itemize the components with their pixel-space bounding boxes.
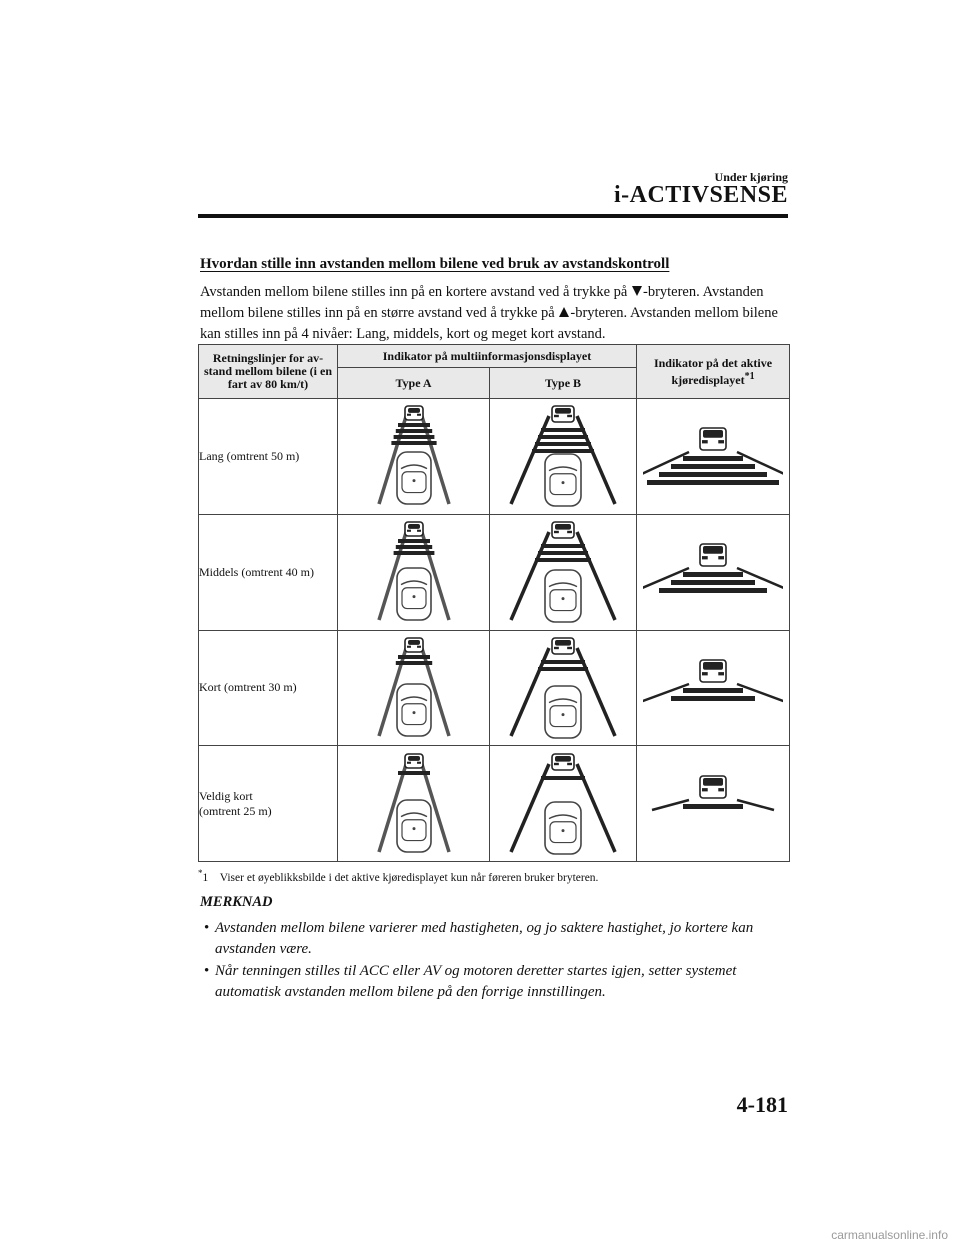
distance-bar	[541, 776, 585, 780]
distance-bar	[647, 480, 779, 485]
distance-bar	[683, 804, 743, 809]
footnote-number: 1	[202, 871, 209, 884]
distance-bar	[398, 771, 430, 775]
distance-table	[198, 344, 790, 862]
distance-bar	[683, 456, 743, 461]
row-label-line2: (omtrent 25 m)	[199, 803, 272, 818]
bullet-icon: •	[204, 920, 210, 936]
footnote-mark: *	[198, 868, 203, 878]
distance-bar	[393, 551, 434, 555]
down-triangle-icon	[632, 286, 642, 296]
row-label-line1: Veldig kort	[199, 788, 253, 803]
distance-bar	[538, 667, 588, 671]
table-row-long	[199, 399, 790, 515]
intro-text-1: Avstanden mellom bilene stilles inn på en kortere avstand ved å trykke på	[200, 284, 631, 300]
type-a-indicator-very-short	[338, 746, 490, 862]
row-label: Middels (omtrent 40 m)	[199, 514, 338, 630]
preceding-car-icon	[552, 406, 574, 422]
header-divider	[198, 214, 788, 218]
distance-bar	[659, 588, 767, 593]
distance-bar	[683, 572, 743, 577]
distance-bar	[391, 441, 436, 445]
distance-bar	[535, 558, 591, 562]
watermark: carmanualsonline.info	[831, 1228, 948, 1242]
active-display-indicator-medium	[637, 514, 790, 630]
active-display-indicator-very-short	[637, 746, 790, 862]
note-text: Avstanden mellom bilene varierer med hastigheten, og jo saktere hastighet, jo kortere kan avstanden være.	[215, 920, 754, 957]
distance-bar	[538, 551, 588, 555]
type-a-indicator-short	[338, 630, 490, 746]
col-header-multiinfo: Indikator på multiinformasjonsdisplayet	[338, 345, 637, 368]
note-item	[204, 918, 795, 960]
own-car-icon	[397, 684, 431, 736]
note-item	[204, 961, 795, 1003]
own-car-icon	[397, 568, 431, 620]
distance-bar	[671, 696, 755, 701]
row-label: Kort (omtrent 30 m)	[199, 630, 338, 746]
preceding-car-icon	[552, 754, 574, 770]
type-a-indicator-medium	[338, 514, 490, 630]
col-header-type-a: Type A	[338, 368, 490, 399]
preceding-car-icon	[405, 638, 423, 652]
note-text: Når tenningen stilles til ACC eller AV og motoren deretter startes igjen, setter systemet automatisk avstanden mellom bilene på den forrige innstillingen.	[215, 963, 737, 1000]
distance-bar	[532, 449, 594, 453]
distance-bar	[395, 429, 431, 433]
col-header-active-text: Indikator på det aktive kjøredisplayet	[653, 355, 773, 387]
own-car-icon	[397, 452, 431, 504]
col-header-type-b: Type B	[490, 368, 637, 399]
distance-bar	[398, 539, 430, 543]
up-triangle-icon	[559, 307, 569, 317]
preceding-car-icon	[405, 406, 423, 420]
active-display-indicator-short	[637, 630, 790, 746]
own-car-icon	[545, 686, 581, 738]
preceding-car-icon	[700, 660, 726, 682]
distance-bar	[659, 472, 767, 477]
type-b-indicator-medium	[490, 514, 637, 630]
distance-bar	[671, 464, 755, 469]
distance-bar	[393, 435, 434, 439]
intro-paragraph	[200, 282, 790, 345]
distance-bar	[671, 580, 755, 585]
footnote-text: Viser et øyeblikksbilde i det aktive kjøredisplayet kun når føreren bruker bryteren.	[219, 871, 599, 884]
preceding-car-icon	[552, 638, 574, 654]
distance-bar	[535, 442, 591, 446]
table-row-medium	[199, 514, 790, 630]
distance-bar	[541, 544, 585, 548]
intro-text-3: -bryteren. Avstanden mellom bilene kan stilles inn på 4 nivåer: Lang, middels, kort og meget kort avstand.	[200, 305, 778, 342]
distance-bar	[395, 545, 431, 549]
bullet-icon: •	[204, 963, 210, 979]
intro-text-2: -bryteren. Avstanden mellom bilene stilles inn på en større avstand ved å trykke på	[200, 284, 764, 321]
distance-bar	[538, 435, 588, 439]
col-header-guideline: Retningslinjer for av-stand mellom bilene (i en fart av 80 km/t)	[199, 345, 338, 399]
table-row-very-short	[199, 746, 790, 862]
note-list	[204, 918, 795, 1004]
table-row-short	[199, 630, 790, 746]
distance-bar	[541, 660, 585, 664]
distance-bar	[395, 661, 431, 665]
preceding-car-icon	[700, 428, 726, 450]
type-b-indicator-long	[490, 399, 637, 515]
own-car-icon	[545, 454, 581, 506]
type-b-indicator-short	[490, 630, 637, 746]
preceding-car-icon	[405, 522, 423, 536]
distance-bar	[683, 688, 743, 693]
page-number: 4-181	[736, 1092, 788, 1117]
preceding-car-icon	[552, 522, 574, 538]
active-display-indicator-long	[637, 399, 790, 515]
chapter-label: Under kjøring	[714, 170, 788, 184]
section-title: Hvordan stille inn avstanden mellom bilene ved bruk av avstandskontroll	[200, 256, 670, 272]
preceding-car-icon	[700, 776, 726, 798]
own-car-icon	[545, 802, 581, 854]
own-car-icon	[397, 800, 431, 852]
note-title: MERKNAD	[200, 894, 273, 910]
preceding-car-icon	[700, 544, 726, 566]
preceding-car-icon	[405, 754, 423, 768]
page-title: i-ACTIVSENSE	[613, 182, 788, 208]
type-b-indicator-very-short	[490, 746, 637, 862]
distance-bar	[398, 655, 430, 659]
row-label: Lang (omtrent 50 m)	[199, 399, 338, 515]
col-header-active-display	[637, 345, 790, 399]
footnote	[198, 868, 598, 884]
type-a-indicator-long	[338, 399, 490, 515]
distance-bar	[398, 423, 430, 427]
col-header-footnote-ref: *1	[744, 370, 755, 382]
own-car-icon	[545, 570, 581, 622]
row-label	[199, 746, 338, 862]
distance-bar	[541, 428, 585, 432]
